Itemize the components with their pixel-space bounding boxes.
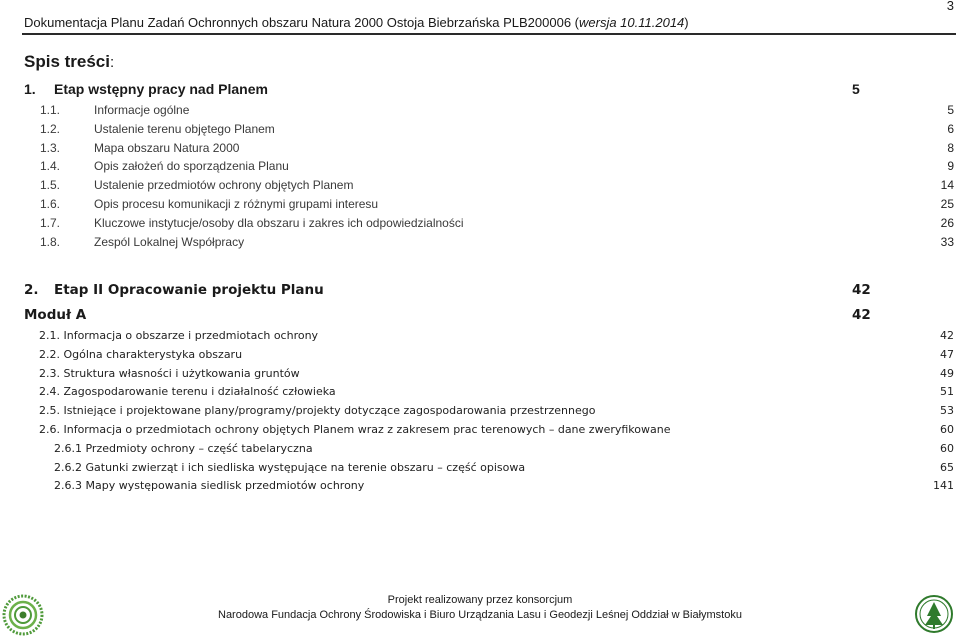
- toc-item-page: 26: [940, 215, 954, 230]
- toc-item[interactable]: [40, 122, 275, 136]
- toc-heading-colon: :: [110, 54, 115, 71]
- section-number: 2.: [24, 282, 39, 298]
- toc-item[interactable]: [40, 159, 289, 173]
- toc-section-2[interactable]: [24, 282, 324, 298]
- toc-item[interactable]: [40, 103, 189, 117]
- toc-item-number: 1.2.: [40, 121, 61, 136]
- toc-item-title: Opis procesu komunikacji z różnymi grupami interesu: [94, 197, 379, 211]
- toc-item-page: 9: [947, 159, 954, 174]
- toc-item-page: 5: [947, 103, 954, 117]
- toc-item-number: 1.1.: [40, 103, 61, 117]
- footer-line-2: Narodowa Fundacja Ochrony Środowiska i Biuro Urządzania Lasu i Geodezji Leśnej Oddział w Białymstoku: [218, 609, 742, 621]
- toc-item-title: Mapa obszaru Natura 2000: [94, 140, 240, 155]
- toc-item-page: 14: [940, 178, 954, 193]
- toc-item[interactable]: [40, 235, 244, 249]
- header-version: wersja 10.11.2014: [579, 15, 685, 30]
- toc-module-a[interactable]: Moduł A: [24, 307, 87, 323]
- toc-item-number: 1.5.: [40, 178, 61, 193]
- toc-item-page: 6: [947, 121, 954, 136]
- toc-item[interactable]: [40, 178, 353, 192]
- toc-subsection[interactable]: 2.6. Informacja o przedmiotach ochrony objętych Planem wraz z zakresem prac terenowych – dane zweryfikowane: [39, 423, 671, 436]
- toc-item-title: Informacje ogólne: [94, 103, 190, 117]
- toc-subsection-page: 47: [940, 347, 954, 361]
- toc-subsection[interactable]: 2.4. Zagospodarowanie terenu i działalność człowieka: [39, 385, 336, 399]
- toc-subsection-page: 49: [940, 366, 954, 380]
- section-title: Etap wstępny pracy nad Planem: [54, 81, 268, 97]
- toc-item-page: 25: [940, 197, 954, 211]
- toc-section-1[interactable]: [24, 81, 268, 97]
- toc-subsection[interactable]: 2.5. Istniejące i projektowane plany/programy/projekty dotyczące zagospodarowania przestrzennego: [39, 404, 596, 418]
- toc-item-number: 1.6.: [40, 197, 61, 211]
- toc-item-number: 1.4.: [40, 159, 61, 174]
- toc-subsection-page: 53: [940, 404, 954, 418]
- toc-subsection-page: 60: [940, 423, 954, 436]
- toc-module-a-page: 42: [852, 307, 871, 323]
- toc-subsection-page: 51: [940, 385, 954, 399]
- toc-subsubsection-page: 65: [940, 460, 954, 474]
- toc-subsection[interactable]: 2.3. Struktura własności i użytkowania gruntów: [39, 366, 300, 380]
- toc-item-title: Opis założeń do sporządzenia Planu: [94, 159, 289, 174]
- toc-subsection[interactable]: 2.1. Informacja o obszarze i przedmiotach ochrony: [39, 329, 319, 342]
- toc-item-title: Ustalenie przedmiotów ochrony objętych Planem: [94, 178, 354, 193]
- toc-heading: [24, 52, 114, 72]
- header-title-end: ): [684, 15, 689, 30]
- toc-item-page: 8: [947, 140, 954, 155]
- document-header-title: [24, 15, 689, 30]
- section-number: 1.: [24, 81, 36, 97]
- buligl-logo-icon: [914, 594, 954, 634]
- footer-line-1: Projekt realizowany przez konsorcjum: [387, 594, 573, 606]
- toc-item-number: 1.7.: [40, 215, 61, 230]
- header-title-text: Dokumentacja Planu Zadań Ochronnych obszaru Natura 2000 Ostoja Biebrzańska PLB200006 (: [24, 15, 579, 30]
- page-number: 3: [946, 0, 954, 13]
- header-divider: [22, 33, 956, 35]
- toc-item[interactable]: [40, 141, 239, 155]
- toc-subsection[interactable]: 2.2. Ogólna charakterystyka obszaru: [39, 347, 243, 361]
- toc-heading-text: Spis treści: [24, 52, 110, 71]
- toc-item[interactable]: [40, 216, 464, 230]
- toc-item-number: 1.8.: [40, 234, 61, 249]
- nfos-logo-icon: [2, 594, 44, 636]
- toc-item-title: Kluczowe instytucje/osoby dla obszaru i zakres ich odpowiedzialności: [94, 215, 464, 230]
- toc-subsubsection[interactable]: 2.6.3 Mapy występowania siedlisk przedmiotów ochrony: [54, 479, 365, 493]
- toc-section-1-page: 5: [852, 81, 860, 97]
- toc-subsubsection-page: 60: [940, 441, 954, 455]
- toc-subsubsection[interactable]: 2.6.2 Gatunki zwierząt i ich siedliska występujące na terenie obszaru – część opisowa: [54, 460, 526, 474]
- toc-subsubsection-page: 141: [933, 479, 954, 493]
- toc-subsubsection[interactable]: 2.6.1 Przedmioty ochrony – część tabelaryczna: [54, 441, 313, 455]
- toc-subsection-page: 42: [940, 329, 954, 342]
- section-title: Etap II Opracowanie projektu Planu: [54, 282, 324, 298]
- toc-item-title: Zespól Lokalnej Współpracy: [94, 234, 245, 249]
- toc-item[interactable]: [40, 197, 378, 211]
- toc-section-2-page: 42: [852, 282, 871, 298]
- toc-item-page: 33: [940, 234, 954, 249]
- toc-item-title: Ustalenie terenu objętego Planem: [94, 121, 275, 136]
- toc-item-number: 1.3.: [40, 140, 61, 155]
